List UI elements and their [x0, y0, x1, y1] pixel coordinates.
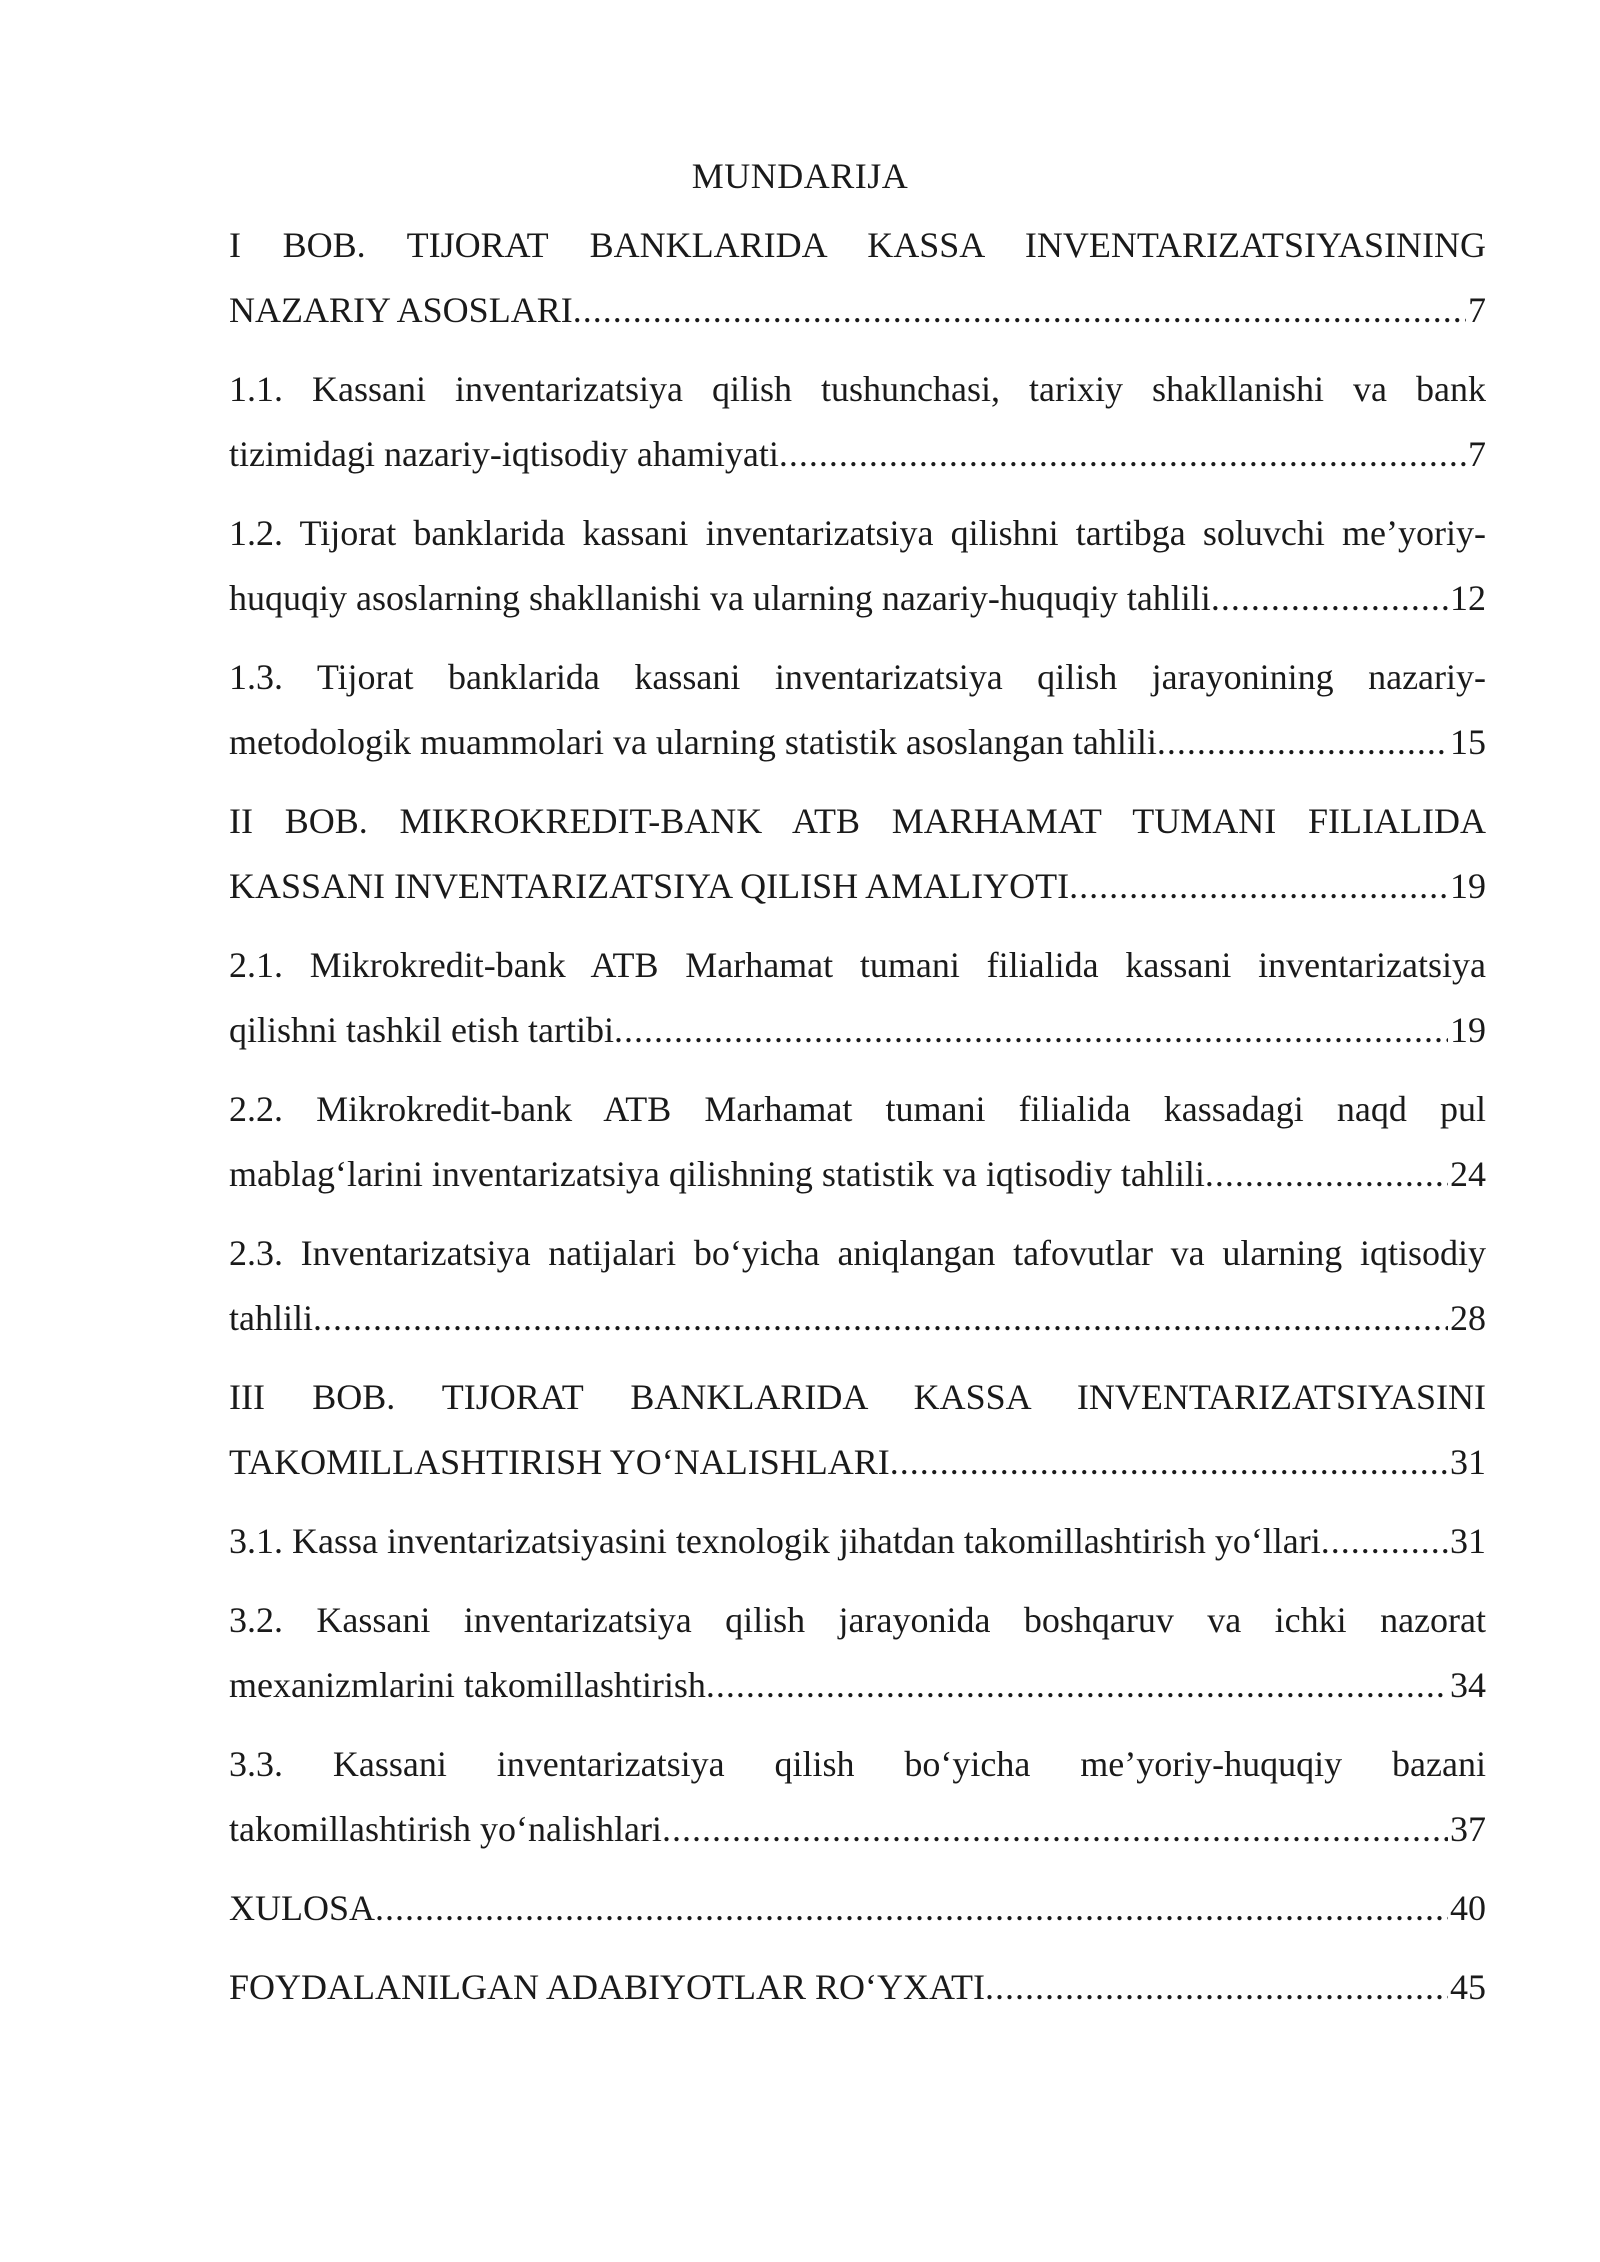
toc-entry-lastline [229, 1955, 1486, 2020]
toc-entry-chapter-1[interactable] [229, 213, 1486, 343]
toc-entry-lastline [229, 566, 1486, 631]
toc-entry-line2: KASSANI INVENTARIZATSIYA QILISH AMALIYOTI [229, 866, 1070, 906]
toc-entry-lastline [229, 854, 1486, 919]
dot-leader [313, 1286, 1448, 1351]
toc-entry-line2: qilishni tashkil etish tartibi [229, 1010, 614, 1050]
toc-entry-chapter-3[interactable] [229, 1365, 1486, 1495]
toc-entry-line2: 3.1. Kassa inventarizatsiyasini texnologik jihatdan takomillashtirish yo‘llari [229, 1521, 1321, 1561]
toc-entry-3-3[interactable] [229, 1732, 1486, 1862]
page-number: 7 [1468, 290, 1486, 330]
toc-entry-line2: tizimidagi nazariy-iqtisodiy ahamiyati [229, 434, 779, 474]
toc-entry-lastline [229, 1509, 1486, 1574]
toc-entry-line2: metodologik muammolari va ularning statistik asoslangan tahlili [229, 722, 1157, 762]
dot-leader [779, 422, 1466, 487]
toc-entry-line2: XULOSA [229, 1888, 376, 1928]
page-number: 34 [1450, 1665, 1486, 1705]
dot-leader [614, 998, 1448, 1063]
toc-entry-1-2[interactable] [229, 501, 1486, 631]
dot-leader [1069, 854, 1448, 919]
page-number: 28 [1450, 1298, 1486, 1338]
toc-entry-line1: II BOB. MIKROKREDIT-BANK ATB MARHAMAT TUMANI FILIALIDA [229, 801, 1486, 841]
toc-entry-1-1[interactable] [229, 357, 1486, 487]
toc-entry-line2: takomillashtirish yo‘nalishlari [229, 1809, 662, 1849]
toc-entry-2-1[interactable] [229, 933, 1486, 1063]
toc-entry-line2: mexanizmlarini takomillashtirish [229, 1665, 706, 1705]
toc-entry-line2: TAKOMILLASHTIRISH YO‘NALISHLARI [229, 1442, 890, 1482]
page-number: 19 [1450, 1010, 1486, 1050]
toc-entry-line2: mablag‘larini inventarizatsiya qilishning statistik va iqtisodiy tahlili [229, 1154, 1205, 1194]
dot-leader [1205, 1142, 1448, 1207]
dot-leader [1211, 566, 1448, 631]
page-number: 15 [1450, 722, 1486, 762]
dot-leader [1157, 710, 1448, 775]
toc-entry-lastline [229, 1430, 1486, 1495]
toc-entry-line1: 1.2. Tijorat banklarida kassani inventarizatsiya qilishni tartibga soluvchi me’yoriy- [229, 513, 1486, 553]
toc-entry-chapter-2[interactable] [229, 789, 1486, 919]
toc-entry-line1: 2.1. Mikrokredit-bank ATB Marhamat tumani filialida kassani inventarizatsiya [229, 945, 1486, 985]
toc-entry-line2: NAZARIY ASOSLARI [229, 290, 573, 330]
toc-entry-2-2[interactable] [229, 1077, 1486, 1207]
toc-entry-lastline [229, 1286, 1486, 1351]
toc-entry-lastline [229, 1797, 1486, 1862]
table-of-contents [229, 213, 1486, 2034]
dot-leader [573, 278, 1466, 343]
dot-leader [662, 1797, 1448, 1862]
toc-entry-conclusion[interactable] [229, 1876, 1486, 1941]
toc-entry-1-3[interactable] [229, 645, 1486, 775]
toc-entry-3-1[interactable] [229, 1509, 1486, 1574]
toc-entry-line2: tahlili [229, 1298, 313, 1338]
toc-entry-line1: 1.3. Tijorat banklarida kassani inventarizatsiya qilish jarayonining nazariy- [229, 657, 1486, 697]
page-number: 7 [1468, 434, 1486, 474]
page-number: 37 [1450, 1809, 1486, 1849]
toc-entry-line1: 2.2. Mikrokredit-bank ATB Marhamat tumani filialida kassadagi naqd pul [229, 1089, 1486, 1129]
dot-leader [706, 1653, 1448, 1718]
toc-entry-line2: FOYDALANILGAN ADABIYOTLAR RO‘YXATI [229, 1967, 985, 2007]
toc-entry-3-2[interactable] [229, 1588, 1486, 1718]
toc-entry-line2: huquqiy asoslarning shakllanishi va ularning nazariy-huquqiy tahlili [229, 578, 1211, 618]
toc-entry-lastline [229, 1142, 1486, 1207]
toc-entry-line1: I BOB. TIJORAT BANKLARIDA KASSA INVENTARIZATSIYASINING [229, 225, 1486, 265]
toc-entry-lastline [229, 278, 1486, 343]
page-number: 40 [1450, 1888, 1486, 1928]
page-number: 19 [1450, 866, 1486, 906]
toc-entry-line1: 3.3. Kassani inventarizatsiya qilish bo‘yicha me’yoriy-huquqiy bazani [229, 1744, 1486, 1784]
toc-entry-line1: 2.3. Inventarizatsiya natijalari bo‘yicha aniqlangan tafovutlar va ularning iqtisodiy [229, 1233, 1486, 1273]
toc-entry-lastline [229, 422, 1486, 487]
page-number: 45 [1450, 1967, 1486, 2007]
page-number: 31 [1450, 1521, 1486, 1561]
toc-entry-lastline [229, 1876, 1486, 1941]
dot-leader [1321, 1509, 1448, 1574]
dot-leader [375, 1876, 1448, 1941]
toc-entry-lastline [229, 1653, 1486, 1718]
page-number: 24 [1450, 1154, 1486, 1194]
dot-leader [985, 1955, 1448, 2020]
toc-entry-line1: 3.2. Kassani inventarizatsiya qilish jarayonida boshqaruv va ichki nazorat [229, 1600, 1486, 1640]
toc-title: MUNDARIJA [691, 156, 909, 196]
page-number: 12 [1450, 578, 1486, 618]
toc-entry-lastline [229, 998, 1486, 1063]
toc-entry-line1: 1.1. Kassani inventarizatsiya qilish tushunchasi, tarixiy shakllanishi va bank [229, 369, 1486, 409]
toc-entry-references[interactable] [229, 1955, 1486, 2020]
toc-entry-2-3[interactable] [229, 1221, 1486, 1351]
page-number: 31 [1450, 1442, 1486, 1482]
dot-leader [890, 1430, 1448, 1495]
toc-entry-lastline [229, 710, 1486, 775]
toc-entry-line1: III BOB. TIJORAT BANKLARIDA KASSA INVENTARIZATSIYASINI [229, 1377, 1486, 1417]
